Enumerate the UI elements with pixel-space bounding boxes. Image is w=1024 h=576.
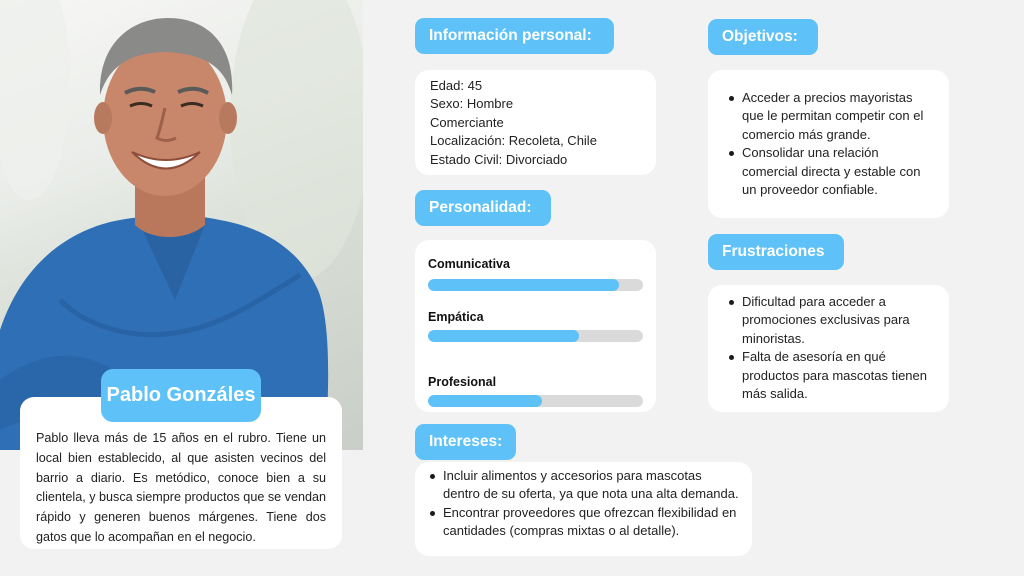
trait-label-professional: Profesional <box>428 375 497 389</box>
persona-name: Pablo Gonzáles <box>106 384 256 406</box>
objectives-list <box>726 89 936 199</box>
interest-item: Encontrar proveedores que ofrezcan flexibilidad en cantidades (compras mixtas o al detalle). <box>427 504 740 541</box>
trait-bar-empathetic <box>428 330 643 342</box>
frustrations-label <box>708 234 844 270</box>
personal-info-label <box>415 18 614 54</box>
personal-info-card <box>415 70 656 175</box>
trait-bar-communicative <box>428 279 643 291</box>
objective-item: Acceder a precios mayoristas que le permitan competir con el comercio más grande. <box>726 89 936 144</box>
frustrations-list <box>726 293 936 403</box>
interests-card <box>415 462 752 556</box>
personality-label-text: Personalidad: <box>429 199 532 216</box>
trait-label-empathetic: Empática <box>428 310 484 324</box>
objective-item: Consolidar una relación comercial directa y estable con un proveedor confiable. <box>726 144 936 199</box>
objectives-card <box>708 70 949 218</box>
persona-name-tag <box>101 369 261 422</box>
info-line-sex: Sexo: Hombre <box>430 96 514 112</box>
trait-fill-communicative <box>428 279 619 291</box>
frustrations-card <box>708 285 949 412</box>
objectives-label <box>708 19 818 55</box>
trait-fill-professional <box>428 395 542 407</box>
personality-card <box>415 240 656 412</box>
personality-label <box>415 190 551 226</box>
persona-bio: Pablo lleva más de 15 años en el rubro. Tiene un local bien establecido, al que asisten vecinos del barrio a diario. Es metódico, conoce bien a su clientela, y busca siempre productos que se vendan rápido y generen buenos márgenes. Tiene dos gatos que lo acompañan en el negocio. <box>36 431 326 544</box>
interest-item: Incluir alimentos y accesorios para mascotas dentro de su oferta, ya que nota una alta demanda. <box>427 467 740 504</box>
info-line-marital-status: Estado Civil: Divorciado <box>430 151 568 167</box>
info-line-occupation: Comerciante <box>430 114 504 130</box>
trait-label-communicative: Comunicativa <box>428 257 510 271</box>
frustrations-label-text: Frustraciones <box>722 243 825 260</box>
info-line-age: Edad: 45 <box>430 78 483 93</box>
trait-bar-professional <box>428 395 643 407</box>
interests-list <box>427 467 740 541</box>
info-line-location: Localización: Recoleta, Chile <box>430 133 597 149</box>
trait-fill-empathetic <box>428 330 579 342</box>
frustration-item: Dificultad para acceder a promociones exclusivas para minoristas. <box>726 293 936 348</box>
interests-label <box>415 424 516 460</box>
interests-label-text: Intereses: <box>429 433 503 450</box>
frustration-item: Falta de asesoría en qué productos para mascotas tienen más salida. <box>726 348 936 403</box>
objectives-label-text: Objetivos: <box>722 28 798 45</box>
personal-info-label-text: Información personal: <box>429 27 592 44</box>
